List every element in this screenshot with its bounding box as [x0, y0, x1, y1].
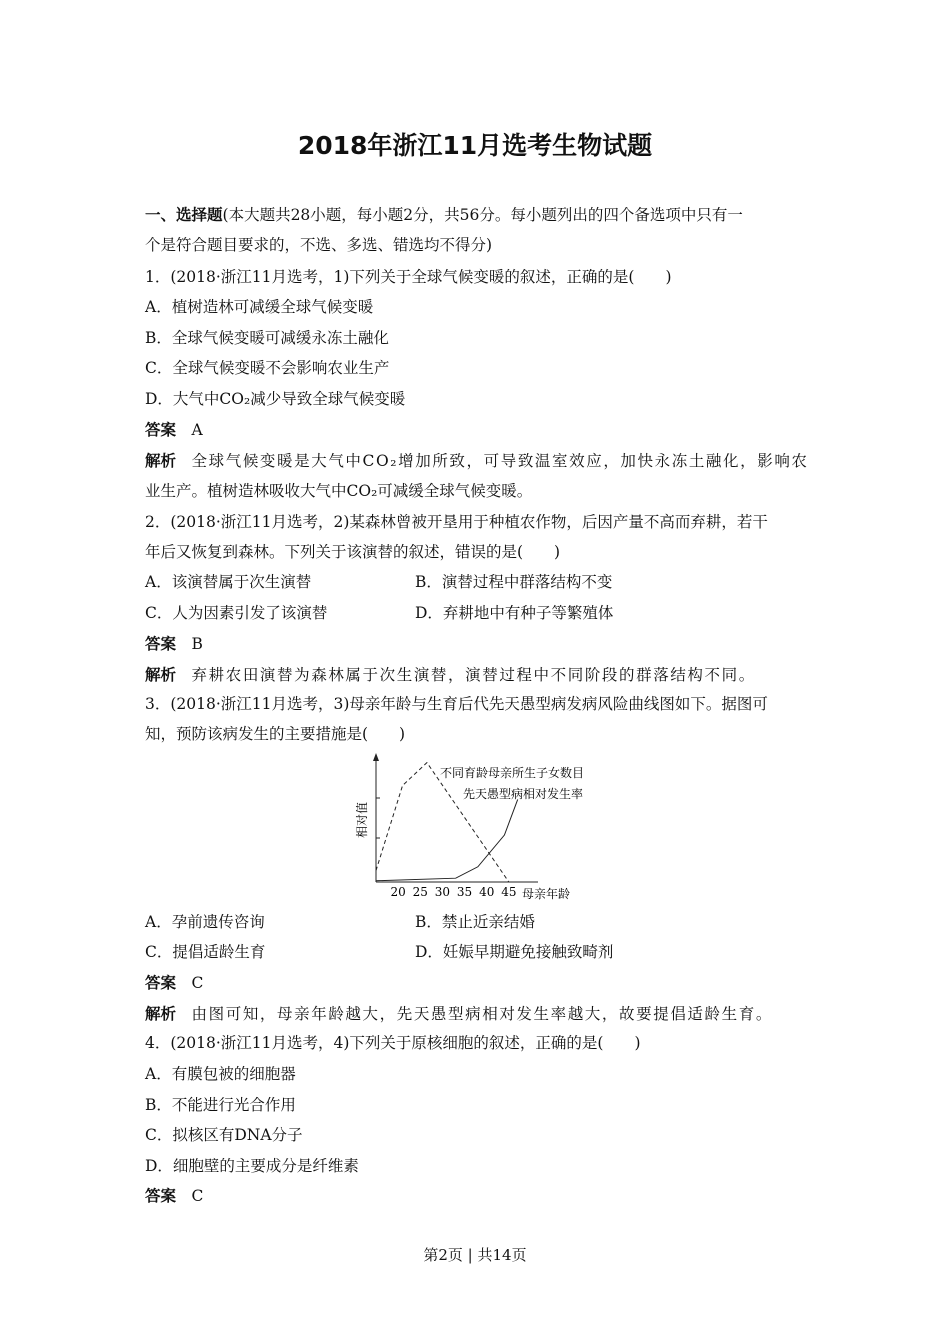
analysis-label: 解析: [145, 666, 177, 684]
x-tick-label: 30: [434, 885, 451, 899]
section-text-2: 个是符合题目要求的，不选、多选、错选均不得分): [145, 236, 493, 254]
section-intro: [145, 205, 743, 225]
q2-analysis: [145, 665, 756, 685]
page-title: 2018年浙江11月选考生物试题: [297, 131, 653, 160]
q3-option-c: C．提倡适龄生育: [145, 943, 266, 961]
q4-option-d: D．细胞壁的主要成分是纤维素: [145, 1157, 359, 1175]
x-tick-label: 40: [479, 885, 495, 899]
analysis-text: 弃耕农田演替为森林属于次生演替，演替过程中不同阶段的群落结构不同。: [191, 666, 756, 684]
q2-option-d: D．弃耕地中有种子等繁殖体: [415, 604, 614, 622]
x-tick-label: 35: [456, 885, 473, 899]
series-line-down-syndrome-rate: [376, 799, 518, 880]
q3-stem-2: 知，预防该病发生的主要措施是( ): [145, 725, 406, 743]
legend-dashed-series: 不同育龄母亲所生子女数目: [440, 766, 585, 780]
page-footer: 第2页 | 共14页: [423, 1246, 527, 1264]
answer-label: 答案: [145, 635, 177, 653]
q3-option-a: A．孕前遗传咨询: [145, 913, 265, 931]
q3-option-b: B．禁止近亲结婚: [415, 913, 535, 931]
q4-option-b: B．不能进行光合作用: [145, 1096, 296, 1114]
q4-option-a: A．有膜包被的细胞器: [145, 1065, 296, 1083]
q1-analysis-2: 业生产。植树造林吸收大气中CO₂可减缓全球气候变暖。: [145, 482, 533, 500]
legend-solid-series: 先天愚型病相对发生率: [463, 787, 584, 801]
answer-label: 答案: [145, 1187, 177, 1205]
q3-stem: 3．(2018·浙江11月选考，3)母亲年龄与生育后代先天愚型病发病风险曲线图如下。据图可: [145, 695, 768, 713]
q2-answer: [145, 634, 203, 654]
x-axis-label: 母亲年龄: [522, 887, 571, 901]
y-axis-label: 相对值: [355, 801, 369, 839]
q2-option-b: B．演替过程中群落结构不变: [415, 573, 613, 591]
answer-label: 答案: [145, 974, 177, 992]
q3-chart: [350, 750, 630, 905]
q3-option-d: D．妊娠早期避免接触致畸剂: [415, 943, 614, 961]
analysis-label: 解析: [145, 452, 177, 470]
answer-value: C: [191, 1187, 204, 1205]
q2-option-c: C．人为因素引发了该演替: [145, 604, 328, 622]
q2-stem-2: 年后又恢复到森林。下列关于该演替的叙述，错误的是( ): [145, 543, 561, 561]
q1-option-d: D．大气中CO₂减少导致全球气候变暖: [145, 390, 406, 408]
q1-option-a: A．植树造林可减缓全球气候变暖: [145, 298, 374, 316]
q1-answer: [145, 420, 203, 440]
q4-answer: [145, 1186, 203, 1206]
q1-option-c: C．全球气候变暖不会影响农业生产: [145, 359, 390, 377]
q4-option-c: C．拟核区有DNA分子: [145, 1126, 303, 1144]
q1-analysis: [145, 451, 809, 471]
section-text: (本大题共28小题，每小题2分，共56分。每小题列出的四个备选项中只有一: [222, 206, 743, 224]
answer-value: C: [191, 974, 204, 992]
q3-analysis: [145, 1004, 773, 1024]
analysis-text: 由图可知，母亲年龄越大，先天愚型病相对发生率越大，故要提倡适龄生育。: [191, 1005, 773, 1023]
answer-label: 答案: [145, 421, 177, 439]
analysis-label: 解析: [145, 1005, 177, 1023]
q1-stem: 1．(2018·浙江11月选考，1)下列关于全球气候变暖的叙述，正确的是( ): [145, 268, 672, 286]
analysis-text: 全球气候变暖是大气中CO₂增加所致，可导致温室效应，加快永冻土融化，影响农: [191, 452, 809, 470]
q1-option-b: B．全球气候变暖可减缓永冻土融化: [145, 329, 389, 347]
q2-stem: 2．(2018·浙江11月选考，2)某森林曾被开垦用于种植农作物，后因产量不高而弃耕，若干: [145, 513, 768, 531]
x-tick-label: 45: [501, 885, 517, 899]
series-line-births: [376, 763, 509, 882]
section-heading: 一、选择题: [145, 206, 223, 224]
answer-value: A: [191, 421, 203, 439]
answer-value: B: [191, 635, 203, 653]
y-axis-arrow: [373, 753, 379, 761]
x-tick-label: 20: [390, 885, 406, 899]
q3-answer: [145, 973, 203, 993]
q4-stem: 4．(2018·浙江11月选考，4)下列关于原核细胞的叙述，正确的是( ): [145, 1034, 641, 1052]
q2-option-a: A．该演替属于次生演替: [145, 573, 312, 591]
x-tick-label: 25: [412, 885, 428, 899]
